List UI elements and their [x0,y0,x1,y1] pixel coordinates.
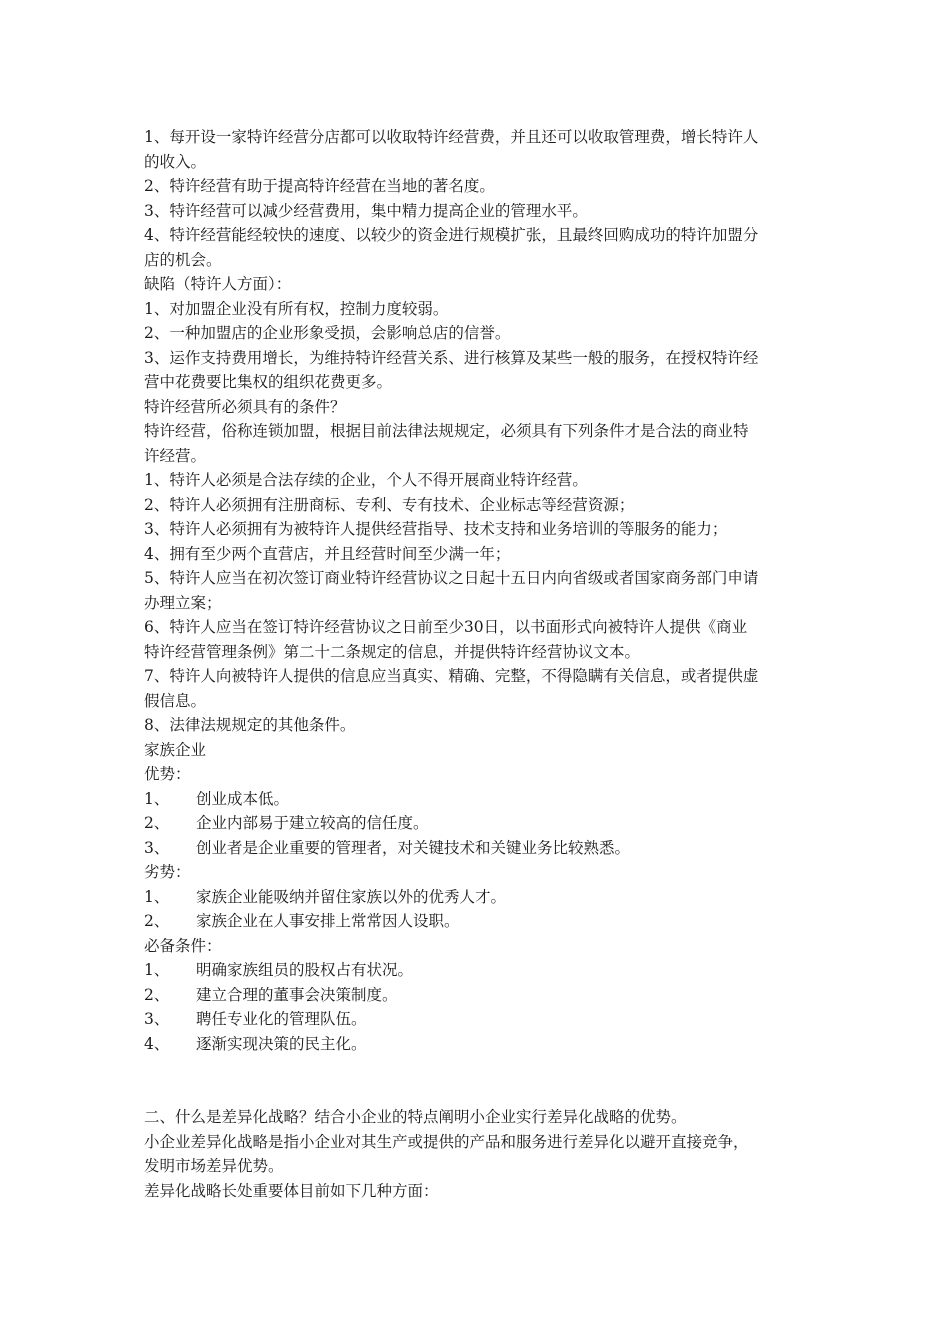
requirements-list [144,958,816,1056]
list-number: 1、 [144,789,170,808]
list-item [144,885,816,910]
question-heading: 二、什么是差异化战略？结合小企业的特点阐明小企业实行差异化战略的优势。 [144,1108,687,1126]
section-heading-requirements: 必备条件： [144,936,222,955]
text-line: 许经营。 [144,446,207,465]
list-text: 明确家族组员的股权占有状况。 [196,961,414,979]
list-number: 4、 [144,1034,170,1053]
list-text: 逐渐实现决策的民主化。 [196,1034,367,1053]
list-text: 企业内部易于建立较高的信任度。 [196,814,429,832]
text-line: 店的机会。 [144,250,222,269]
text-line: 1、每开设一家特许经营分店都可以收取特许经营费，并且还可以收取管理费，增长特许人 [144,128,759,146]
text-line: 假信息。 [144,691,207,710]
list-item [144,811,816,836]
text-line: 的收入。 [144,152,207,171]
list-number: 2、 [144,814,170,832]
document-body [144,125,816,1203]
list-text: 家族企业能吸纳并留住家族以外的优秀人才。 [196,887,507,906]
text-line: 7、特许人向被特许人提供的信息应当真实、精确、完整，不得隐瞒有关信息，或者提供虚 [144,667,759,685]
text-line: 2、特许人必须拥有注册商标、专利、专有技术、企业标志等经营资源； [144,495,635,514]
text-line: 差异化战略长处重要体目前如下几种方面： [144,1181,439,1200]
list-text: 聘任专业化的管理队伍。 [196,1010,367,1028]
list-item [144,836,816,861]
text-line: 1、特许人必须是合法存续的企业，个人不得开展商业特许经营。 [144,471,588,489]
list-number: 3、 [144,838,170,857]
list-text: 创业成本低。 [196,789,290,808]
text-line: 发明市场差异优势。 [144,1157,284,1175]
text-line: 特许经营，俗称连锁加盟，根据目前法律法规规定，必须具有下列条件才是合法的商业特 [144,422,749,440]
text-line: 3、运作支持费用增长，为维持特许经营关系、进行核算及某些一般的服务，在授权特许经 [144,348,759,367]
section-heading-advantages: 优势： [144,765,191,783]
text-line: 1、对加盟企业没有所有权，控制力度较弱。 [144,299,449,318]
text-line: 3、特许人必须拥有为被特许人提供经营指导、技术支持和业务培训的等服务的能力； [144,520,728,538]
text-line: 6、特许人应当在签订特许经营协议之日前至少30日，以书面形式向被特许人提供《商业 [144,618,748,636]
section-heading-defects: 缺陷（特许人方面）： [144,275,292,293]
list-number: 1、 [144,887,170,906]
section-heading-family-business: 家族企业 [144,740,207,759]
list-item [144,1007,816,1032]
list-item [144,958,816,983]
text-line: 5、特许人应当在初次签订商业特许经营协议之日起十五日内向省级或者国家商务部门申请 [144,569,759,587]
list-item [144,983,816,1008]
list-text: 创业者是企业重要的管理者，对关键技术和关键业务比较熟悉。 [196,838,631,857]
list-text: 家族企业在人事安排上常常因人设职。 [196,912,460,930]
list-item [144,1032,816,1057]
section-heading-disadvantages: 劣势： [144,863,191,881]
section-heading-conditions: 特许经营所必须具有的条件？ [144,397,346,416]
text-line: 营中花费要比集权的组织花费更多。 [144,373,393,391]
text-line: 特许经营管理条例》第二十二条规定的信息，并提供特许经营协议文本。 [144,642,641,661]
paragraph-gap [144,1056,816,1105]
text-line: 2、一种加盟店的企业形象受损，会影响总店的信誉。 [144,324,511,342]
list-item [144,909,816,934]
advantages-list [144,787,816,861]
text-line: 4、特许经营能经较快的速度、以较少的资金进行规模扩张，且最终回购成功的特许加盟分 [144,226,759,244]
text-line: 小企业差异化战略是指小企业对其生产或提供的产品和服务进行差异化以避开直接竞争， [144,1132,749,1151]
text-line: 3、特许经营可以减少经营费用，集中精力提高企业的管理水平。 [144,201,588,220]
list-number: 1、 [144,961,170,979]
disadvantages-list [144,885,816,934]
list-text: 建立合理的董事会决策制度。 [196,985,398,1004]
text-line: 2、特许经营有助于提高特许经营在当地的著名度。 [144,177,495,195]
text-line: 办理立案； [144,593,222,612]
list-number: 3、 [144,1010,170,1028]
list-item [144,787,816,812]
list-number: 2、 [144,912,170,930]
text-line: 8、法律法规规定的其他条件。 [144,716,356,734]
list-number: 2、 [144,985,170,1004]
text-line: 4、拥有至少两个直营店，并且经营时间至少满一年； [144,544,511,563]
